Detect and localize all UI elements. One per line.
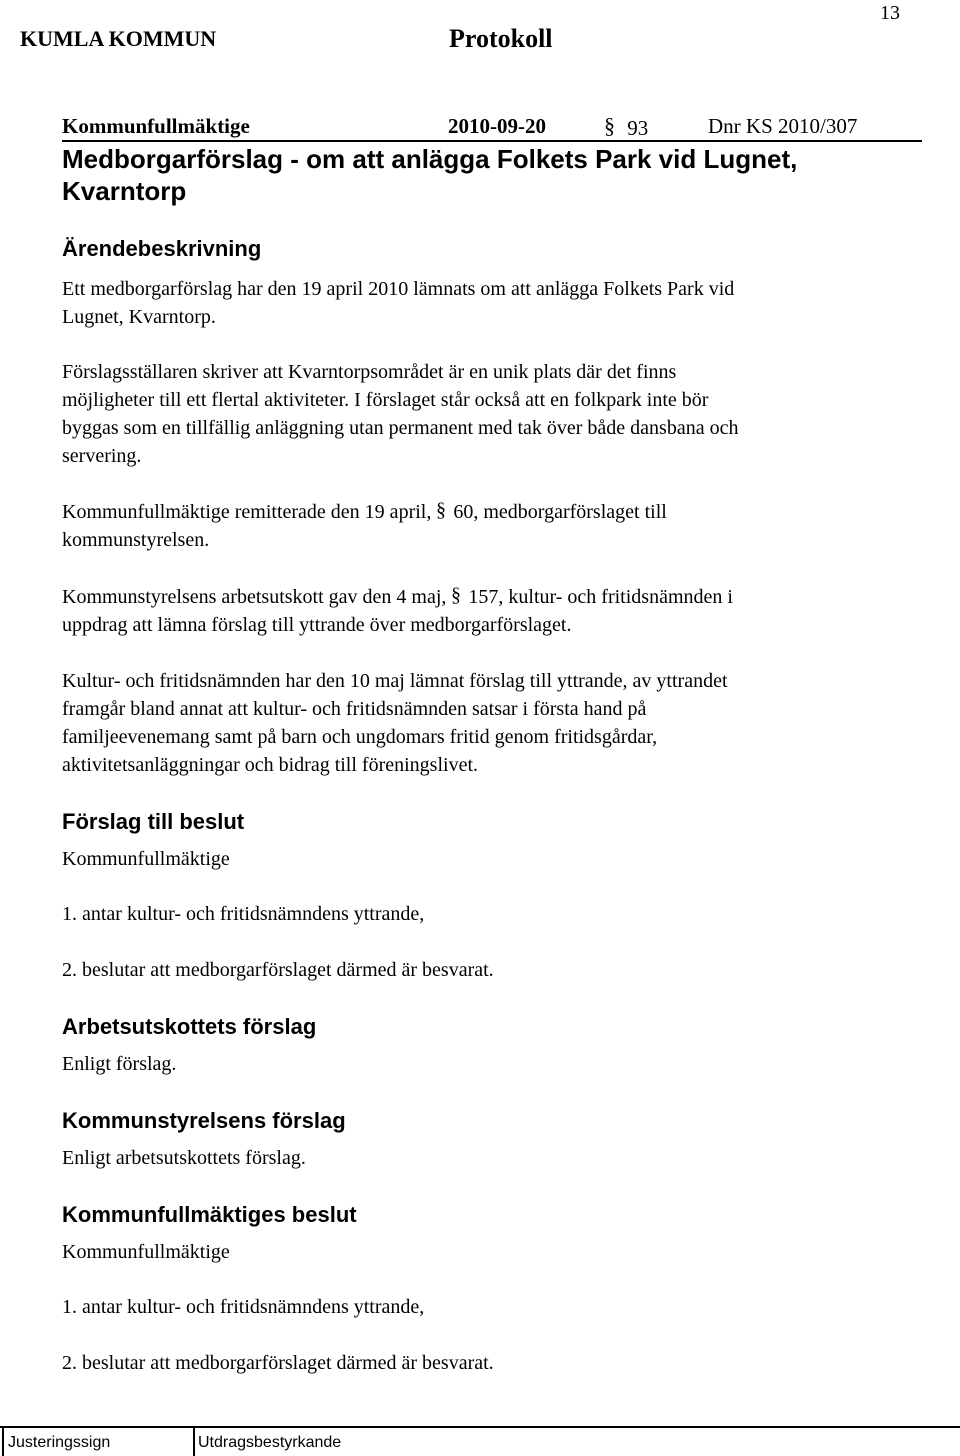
meeting-body: Kommunfullmäktige [62, 114, 250, 138]
au-text: Enligt förslag. [62, 1053, 177, 1075]
dnr: Dnr KS 2010/307 [708, 114, 858, 138]
kf-intro: Kommunfullmäktige [62, 1241, 230, 1263]
kf-item-1: 1. antar kultur- och fritidsnämndens yttrande, [62, 1296, 425, 1318]
kf-item-2: 2. beslutar att medborgarförslaget därmed är besvarat. [62, 1352, 494, 1374]
ks-text: Enligt arbetsutskottets förslag. [62, 1147, 306, 1169]
forslag-item-1: 1. antar kultur- och fritidsnämndens yttrande, [62, 903, 425, 925]
case-title-line-2: Kvarntorp [62, 176, 187, 206]
arende-paragraph-3: Kommunfullmäktige remitterade den 19 april, § 60, medborgarförslaget till kommunstyrelsen. [62, 499, 667, 551]
heading-arendebeskrivning: Ärendebeskrivning [62, 236, 262, 261]
heading-arbetsutskottets-forslag: Arbetsutskottets förslag [62, 1014, 317, 1039]
footer-justeringssign: Justeringssign [8, 1434, 111, 1451]
heading-kommunfullmaktiges-beslut: Kommunfullmäktiges beslut [62, 1202, 357, 1227]
heading-forslag-till-beslut: Förslag till beslut [62, 809, 245, 834]
footer-rule [0, 1426, 960, 1428]
header-rule [62, 140, 922, 142]
paragraph-number: 93 [627, 116, 649, 140]
footer-utdragsbestyrkande: Utdragsbestyrkande [198, 1434, 342, 1451]
case-title-line-1: Medborgarförslag - om att anlägga Folkets Park vid Lugnet, [62, 144, 798, 174]
arende-paragraph-5: Kultur- och fritidsnämnden har den 10 maj lämnat förslag till yttrande, av yttrandet framgår bland annat att kultur- och fritidsnämnden satsar i första hand på familjeevenemang samt på barn och ungdomars fritid genom fritidsgårdar, aktivitetsanläggningar och bidrag till föreningslivet. [62, 670, 728, 776]
svg-text:§: § [604, 114, 615, 138]
arende-paragraph-4: Kommunstyrelsens arbetsutskott gav den 4 maj, § 157, kultur- och fritidsnämnden i uppdrag att lämna förslag till yttrande över medborgarförslaget. [62, 584, 733, 636]
forslag-intro: Kommunfullmäktige [62, 848, 230, 870]
arende-paragraph-1: Ett medborgarförslag har den 19 april 2010 lämnats om att anlägga Folkets Park vid Lugnet, Kvarntorp. [62, 278, 735, 328]
page-number: 13 [880, 2, 900, 24]
footer-divider-left [2, 1426, 4, 1456]
forslag-item-2: 2. beslutar att medborgarförslaget därmed är besvarat. [62, 959, 494, 981]
meeting-date: 2010-09-20 [448, 114, 546, 138]
paragraph-ref [604, 114, 648, 141]
section-sign-icon [604, 114, 616, 141]
arende-paragraph-2: Förslagsställaren skriver att Kvarntorpsområdet är en unik plats där det finns möjligheter till ett flertal aktiviteter. I förslaget står också att en folkpark inte bör byggas som en tillfällig anläggning utan permanent med tak över både dansbana och servering. [62, 361, 739, 467]
footer-divider-mid [193, 1426, 195, 1456]
municipality-name: KUMLA KOMMUN [20, 26, 217, 51]
svg-text:§: § [436, 499, 447, 521]
section-sign-icon [436, 498, 448, 526]
section-sign-icon [451, 583, 463, 611]
svg-text:§: § [451, 584, 462, 606]
document-type: Protokoll [449, 24, 553, 53]
heading-kommunstyrelsens-forslag: Kommunstyrelsens förslag [62, 1108, 346, 1133]
